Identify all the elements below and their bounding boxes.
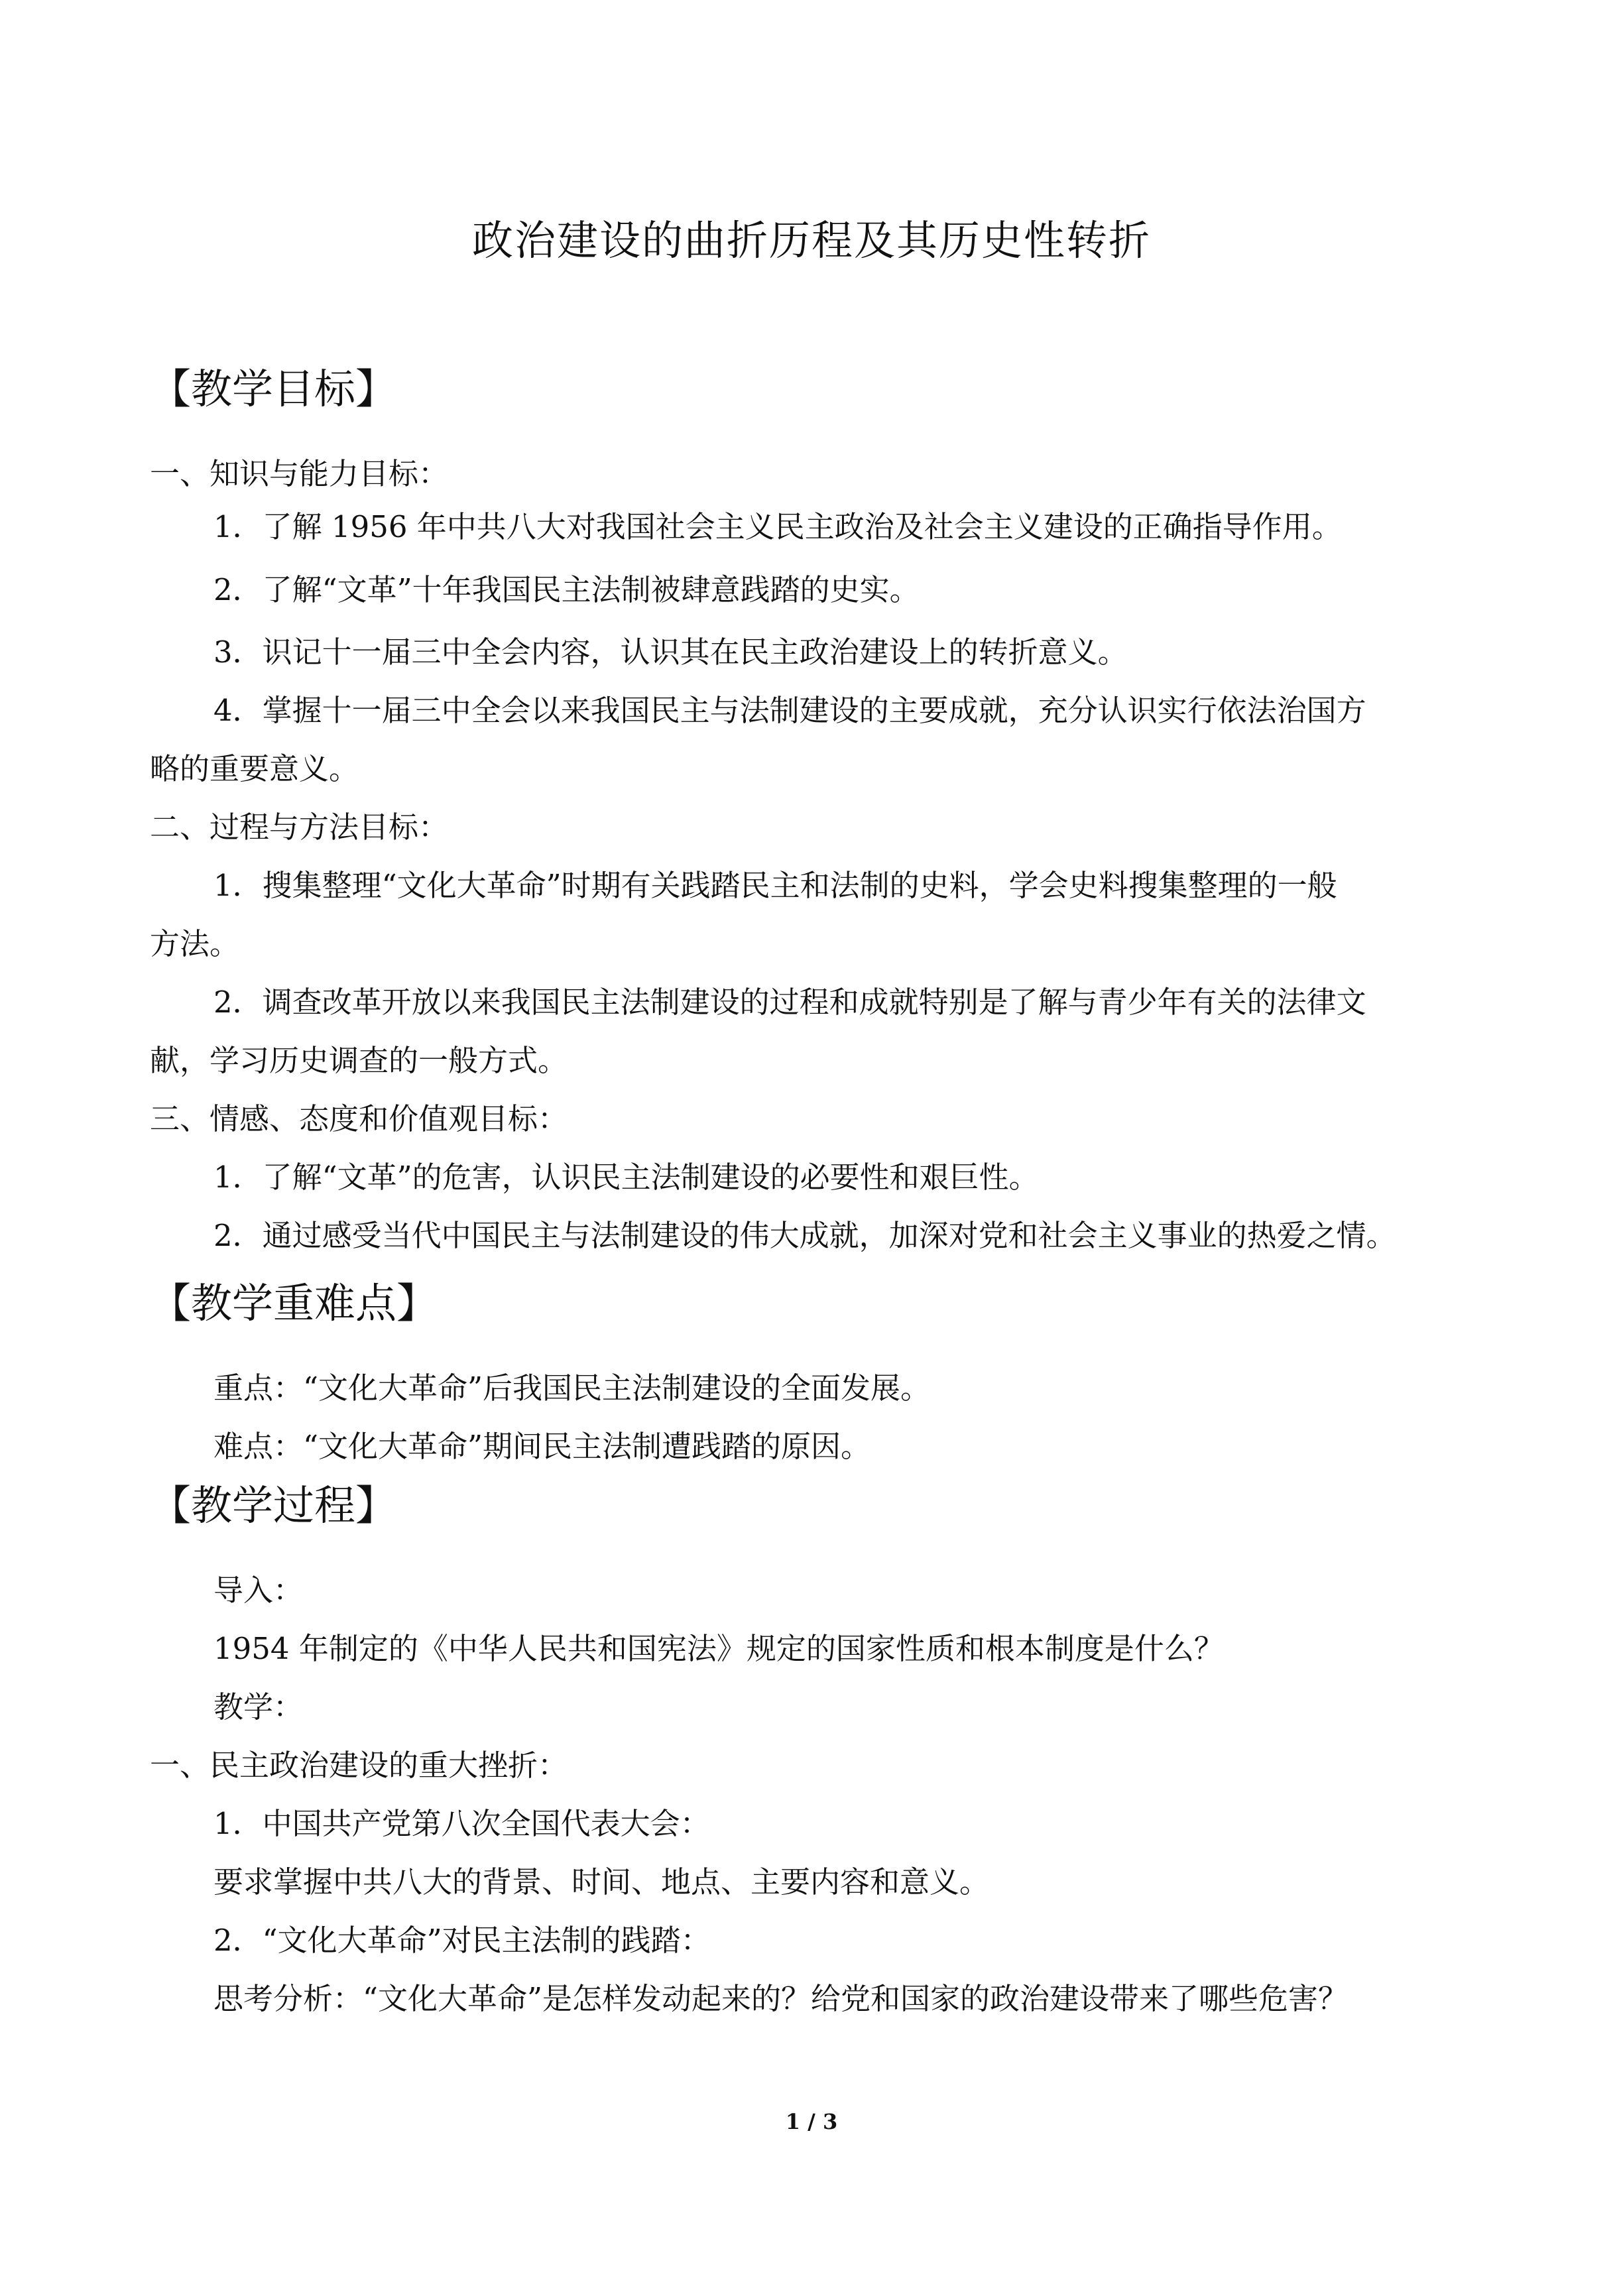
goal-item: 4．掌握十一届三中全会以来我国民主与法制建设的主要成就，充分认识实行依法治国方: [213, 693, 1366, 728]
goal-item: 1．了解“文革”的危害，认识民主法制建设的必要性和艰巨性。: [213, 1160, 1039, 1195]
process-teach-label: 教学：: [213, 1689, 304, 1724]
process-item-detail: 思考分析：“文化大革命”是怎样发动起来的？给党和国家的政治建设带来了哪些危害？: [213, 1981, 1349, 2016]
section-heading-process: 【教学过程】: [150, 1481, 397, 1530]
goal-item-continued: 献，学习历史调查的一般方式。: [150, 1043, 568, 1078]
goal-item: 2．了解“文革”十年我国民主法制被肆意践踏的史实。: [213, 572, 920, 607]
goal-item: 2．调查改革开放以来我国民主法制建设的过程和成就特别是了解与青少年有关的法律文: [213, 985, 1366, 1020]
process-intro-question: 1954 年制定的《中华人民共和国宪法》规定的国家性质和根本制度是什么？: [213, 1631, 1224, 1666]
key-point-difficulty: 难点：“文化大革命”期间民主法制遭践踏的原因。: [213, 1429, 871, 1464]
page-number: 1 / 3: [785, 2109, 838, 2134]
process-item: 2．“文化大革命”对民主法制的践踏：: [213, 1923, 711, 1958]
section-heading-goals: 【教学目标】: [150, 365, 397, 413]
key-point-focus: 重点：“文化大革命”后我国民主法制建设的全面发展。: [213, 1370, 931, 1406]
section-heading-key-points: 【教学重难点】: [150, 1279, 438, 1327]
goal-item: 2．通过感受当代中国民主与法制建设的伟大成就，加深对党和社会主义事业的热爱之情。: [213, 1218, 1396, 1253]
process-item-detail: 要求掌握中共八大的背景、时间、地点、主要内容和意义。: [213, 1864, 990, 1900]
process-intro-label: 导入：: [213, 1573, 304, 1608]
goal-item-continued: 方法。: [150, 926, 240, 961]
goal-item: 1．了解 1956 年中共八大对我国社会主义民主政治及社会主义建设的正确指导作用。: [213, 509, 1342, 544]
goal-item-continued: 略的重要意义。: [150, 751, 359, 786]
process-item: 1．中国共产党第八次全国代表大会：: [213, 1806, 710, 1841]
goal-subsection-3: 三、情感、态度和价值观目标：: [150, 1101, 568, 1136]
goal-subsection-2: 二、过程与方法目标：: [150, 810, 449, 845]
document-title: 政治建设的曲折历程及其历史性转折: [471, 216, 1151, 265]
goal-subsection-1: 一、知识与能力目标：: [150, 456, 449, 491]
goal-item: 3．识记十一届三中全会内容，认识其在民主政治建设上的转折意义。: [213, 634, 1128, 670]
goal-item: 1．搜集整理“文化大革命”时期有关践踏民主和法制的史料，学会史料搜集整理的一般: [213, 868, 1337, 903]
process-part-1: 一、民主政治建设的重大挫折：: [150, 1748, 568, 1783]
